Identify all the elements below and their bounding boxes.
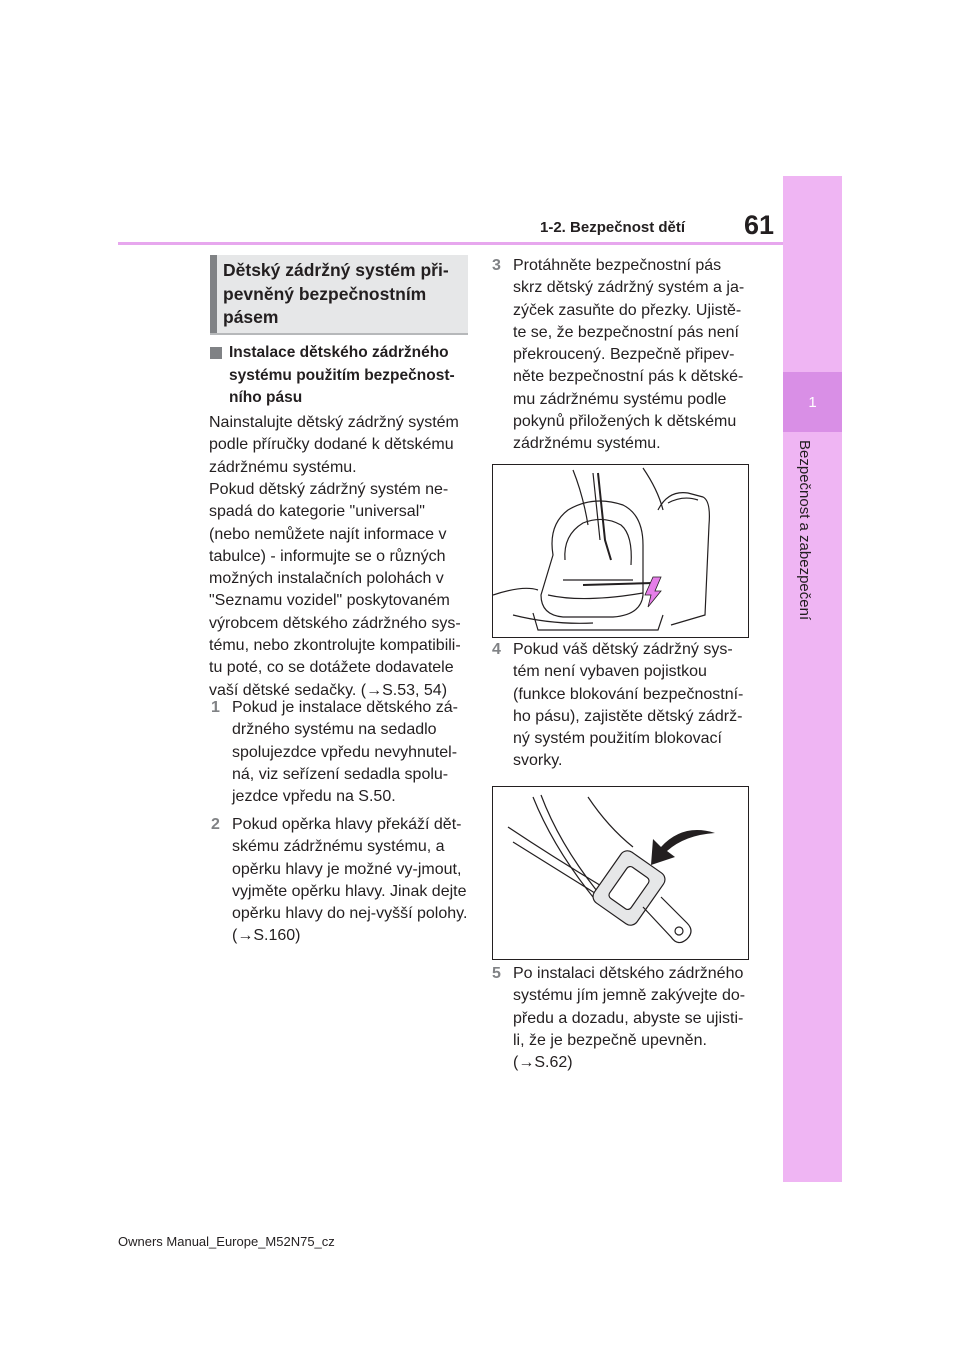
- chapter-number-tab[interactable]: [783, 372, 842, 432]
- section-heading-box: [210, 255, 468, 335]
- second-paragraph: Pokud dětský zádržný systém ne-spadá do kategorie "universal" (nebo nemůžete najít informace v tabulce) - informujte se o různých možných instalačních polohách v "Seznamu vozidel" poskytovaném výrobcem dětského zádržného sys-tému, nebo zkontrolujte kompatibili-tu poté, co se dotážete dodavatele vaší dětské sedačky. (→S.53, 54): [209, 481, 461, 699]
- footer-label: Owners Manual_Europe_M52N75_cz: [118, 1234, 335, 1249]
- locking-clip-drawing: [493, 787, 748, 959]
- step-number: 2: [211, 816, 220, 833]
- step-number: 3: [492, 257, 501, 274]
- chapter-side-band: [783, 176, 842, 1182]
- step-number: 1: [211, 699, 220, 716]
- step-number: 4: [492, 641, 501, 658]
- chapter-number: 1: [808, 393, 817, 411]
- step-number: 5: [492, 965, 501, 982]
- chapter-title: Bezpečnost a zabezpečení: [796, 440, 813, 621]
- heading-bar: [210, 255, 217, 333]
- section-label: 1-2. Bezpečnost dětí: [540, 219, 686, 236]
- step-text: Pokud opěrka hlavy překáží dět-skému zádržnému systému, a opěrku hlavy je možné vy-jmout, vyjměte opěrku hlavy. Jinak dejte opěrku hlavy do nej-vyšší polohy. (→S.160): [232, 816, 468, 945]
- step-text: Protáhněte bezpečnostní pás skrz dětský zádržný systém a ja-zýček zasuňte do přezky. Ujistě-te se, že bezpečnostní pás není překroucený. Bezpečně připev-něte bezpečnostní pás k dětské-mu zádržnému systému podle pokynů přiložených k dětskému zádržnému systému.: [513, 257, 745, 453]
- locking-clip-illustration: [492, 786, 749, 960]
- child-seat-illustration: [492, 464, 749, 638]
- step-text: Pokud váš dětský zádržný sys-tém není vybaven pojistkou (funkce blokování bezpečnostní-ho pásu), zajistěte dětský zádrž-ný systém použitím blokovací svorky.: [513, 641, 744, 770]
- step-text: Po instalaci dětského zádržného systému jím jemně zakývejte do-předu a dozadu, abyste se ujisti-li, že je bezpečně upevněn. (→S.62): [513, 965, 746, 1072]
- child-seat-drawing: [493, 465, 748, 637]
- section-heading: Dětský zádržný systém při-pevněný bezpečnostním pásem: [223, 260, 449, 327]
- square-bullet-icon: [210, 347, 222, 359]
- header-rule: [118, 242, 783, 245]
- page-number: 61: [744, 210, 775, 240]
- subheading-text: Instalace dětského zádržného systému použitím bezpečnost-ního pásu: [229, 344, 455, 406]
- step-text: Pokud je instalace dětského zá-držného systému na sedadlo spolujezdce vpředu nevyhnutel-ná, viz seřízení sedadla spolu-jezdce vpředu na S.50.: [232, 699, 458, 806]
- intro-paragraph: Nainstalujte dětský zádržný systém podle příručky dodané k dětskému zádržnému systému.: [209, 414, 459, 476]
